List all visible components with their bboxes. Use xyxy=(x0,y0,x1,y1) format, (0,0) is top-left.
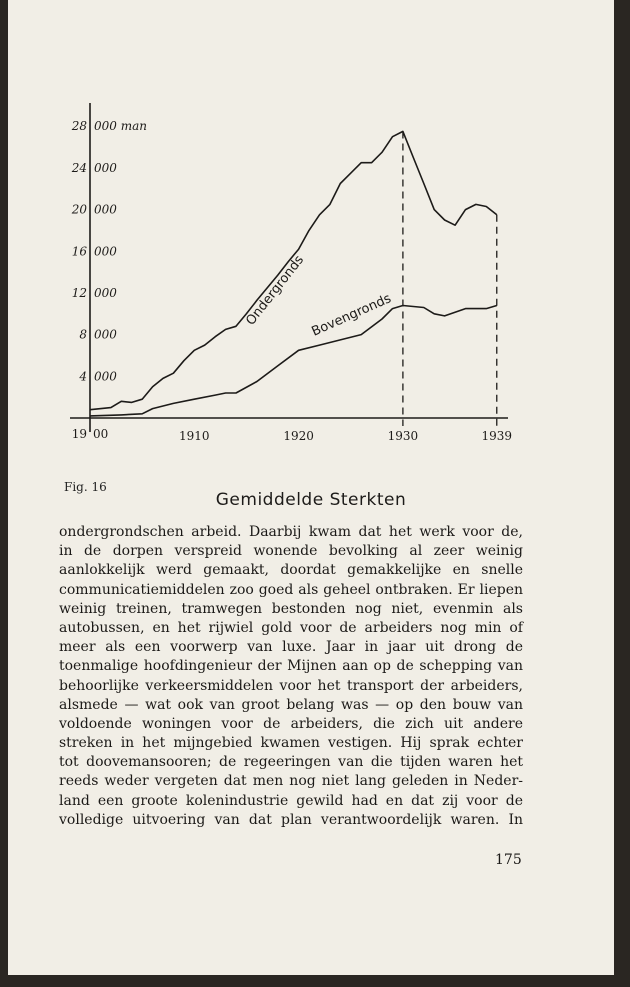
text-line: aanlokkelijk werd gemaakt, doordat gemakkelijke en snelle xyxy=(59,562,523,579)
x-tick-label: 19 xyxy=(71,427,87,441)
y-tick-label: 4 xyxy=(79,369,87,384)
y-tick-label: 000 xyxy=(94,369,117,384)
body-text xyxy=(59,523,523,830)
y-tick-label: 000 xyxy=(94,202,117,217)
y-tick-label: 000 xyxy=(94,327,117,342)
text-line: autobussen, en het rijwiel gold voor de arbeiders nog min of xyxy=(59,619,523,636)
y-tick-label: 12 xyxy=(71,285,87,300)
y-tick-label: 16 xyxy=(71,244,87,259)
y-tick-label: 8 xyxy=(79,327,87,342)
x-tick-label: 1939 xyxy=(481,429,513,443)
x-tick-label: 1910 xyxy=(179,429,210,443)
x-axis-ticks xyxy=(72,427,512,443)
text-line: tot doovemansooren; de regeeringen van die tijden waren het xyxy=(59,754,523,771)
text-line: voldoende woningen voor de arbeiders, die zich uit andere xyxy=(59,715,523,732)
text-line: behoorlijke verkeersmiddelen voor het transport der arbeiders, xyxy=(59,677,523,694)
page-number: 175 xyxy=(495,852,522,868)
x-tick-label: 1920 xyxy=(283,429,314,443)
strength-chart xyxy=(8,0,614,470)
text-line: volledige uitvoering van dat plan verantwoordelijk waren. In xyxy=(59,811,523,828)
text-line: in de dorpen verspreid wonende bevolking al zeer weinig xyxy=(59,543,523,560)
figure-caption: Gemiddelde Sterkten xyxy=(215,490,407,510)
surface-curve-label: Bovengronds xyxy=(309,291,394,340)
underground-curve-label: Ondergronds xyxy=(243,252,308,329)
y-tick-label: 000 man xyxy=(94,119,147,134)
text-line: streken in het mijngebied kwamen vestigen. Hij sprak echter xyxy=(59,735,523,752)
surface-series-line xyxy=(90,306,497,416)
text-line: reeds weder vergeten dat men nog niet lang geleden in Neder- xyxy=(59,773,523,790)
text-line: toenmalige hoofdingenieur der Mijnen aan op de schepping van xyxy=(59,658,523,675)
x-tick-label: 00 xyxy=(93,427,109,441)
text-line: land een groote kolenindustrie gewild had en dat zij voor de xyxy=(59,792,523,809)
text-line: communicatiemiddelen zoo goed als geheel ontbraken. Er liepen xyxy=(59,581,523,598)
text-line: alsmede — wat ook van groot belang was — op den bouw van xyxy=(59,696,523,713)
figure-number: Fig. 16 xyxy=(64,480,107,494)
text-line: weinig treinen, tramwegen bestonden nog niet, evenmin als xyxy=(59,600,523,617)
y-tick-label: 24 xyxy=(71,160,87,175)
text-line: meer als een voorwerp van luxe. Jaar in jaar uit drong de xyxy=(59,639,523,656)
text-line: ondergrondschen arbeid. Daarbij kwam dat het werk voor de, xyxy=(59,524,523,540)
book-page xyxy=(8,0,614,975)
y-axis-ticks xyxy=(71,119,147,383)
y-tick-label: 20 xyxy=(71,202,87,217)
y-tick-label: 000 xyxy=(94,160,117,175)
y-tick-label: 28 xyxy=(71,119,87,134)
y-tick-label: 000 xyxy=(94,244,117,259)
x-tick-label: 1930 xyxy=(387,429,419,443)
y-tick-label: 000 xyxy=(94,285,117,300)
